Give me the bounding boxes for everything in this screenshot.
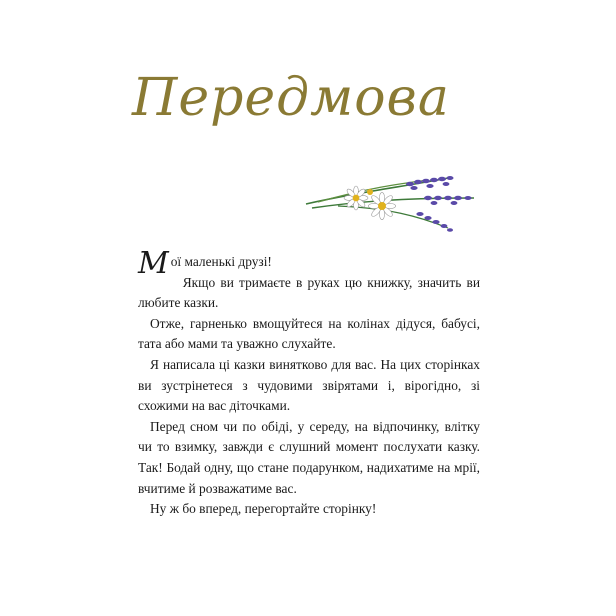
paragraph: Отже, гарненько вмощуйтеся на колінах дідуся, бабусі, тата або мами та уважно слухайте. [138, 315, 480, 352]
paragraph: Я написала ці казки винятково для вас. На цих сторінках ви зустрінетеся з чудовими звірятами і, вірогідно, зі схожими на вас діточками. [138, 356, 480, 414]
paragraph: Перед сном чи по обіді, у середу, на відпочинку, влітку чи то взимку, завжди є слушний момент послухати казку. Так! Бодай одну, що стане подарунком, надихатиме на мрії, вчитиме й розважатиме вас. [138, 418, 480, 496]
paragraph: Ну ж бо вперед, перегортайте сторінку! [150, 501, 377, 517]
paragraph-greeting: Мої маленькі друзі! [138, 246, 272, 281]
page-title: Передмова [132, 68, 450, 128]
paragraph: Якщо ви тримаєте в руках цю книжку, значить ви любите казки. [138, 274, 480, 311]
drop-cap: М [138, 246, 169, 281]
lavender-chamomile-illustration [298, 168, 488, 240]
preface-text [138, 246, 480, 520]
